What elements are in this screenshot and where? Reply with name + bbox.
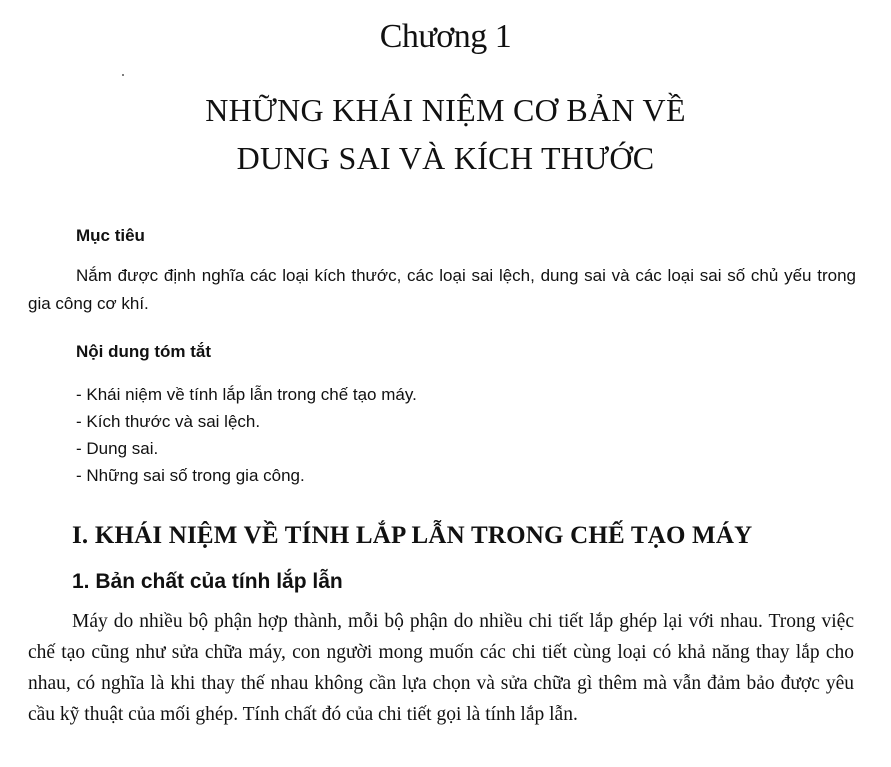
scan-speck <box>122 74 124 76</box>
section-heading: I. KHÁI NIỆM VỀ TÍNH LẮP LẪN TRONG CHẾ TẠO MÁY <box>72 522 753 549</box>
objectives-paragraph: Nắm được định nghĩa các loại kích thước, các loại sai lệch, dung sai và các loại sai số chủ yếu trong gia công cơ khí. <box>28 266 856 313</box>
summary-item: - Dung sai. <box>76 439 159 458</box>
summary-item: - Kích thước và sai lệch. <box>76 412 261 431</box>
chapter-label: Chương 1 <box>379 18 512 55</box>
chapter-title-line-1: NHỮNG KHÁI NIỆM CƠ BẢN VỀ <box>205 92 686 128</box>
summary-list <box>76 381 417 489</box>
body-paragraph: Máy do nhiều bộ phận hợp thành, mỗi bộ phận do nhiều chi tiết lắp ghép lại với nhau. Trong việc chế tạo cũng như sửa chữa máy, con người mong muốn các chi tiết cùng loại có khả năng thay lắp cho nhau, có nghĩa là khi thay thế nhau không cần lựa chọn và sửa chữa gì thêm mà vẫn đảm bảo được yêu cầu kỹ thuật của mối ghép. Tính chất đó của chi tiết gọi là tính lắp lẫn. <box>28 611 854 725</box>
summary-item: - Những sai số trong gia công. <box>76 466 305 485</box>
subsection-heading: 1. Bản chất của tính lắp lẫn <box>72 570 343 593</box>
summary-heading: Nội dung tóm tắt <box>76 342 212 361</box>
objectives-heading: Mục tiêu <box>76 226 145 245</box>
summary-item: - Khái niệm về tính lắp lẫn trong chế tạo máy. <box>76 385 417 404</box>
chapter-title-line-2: DUNG SAI VÀ KÍCH THƯỚC <box>236 140 655 176</box>
